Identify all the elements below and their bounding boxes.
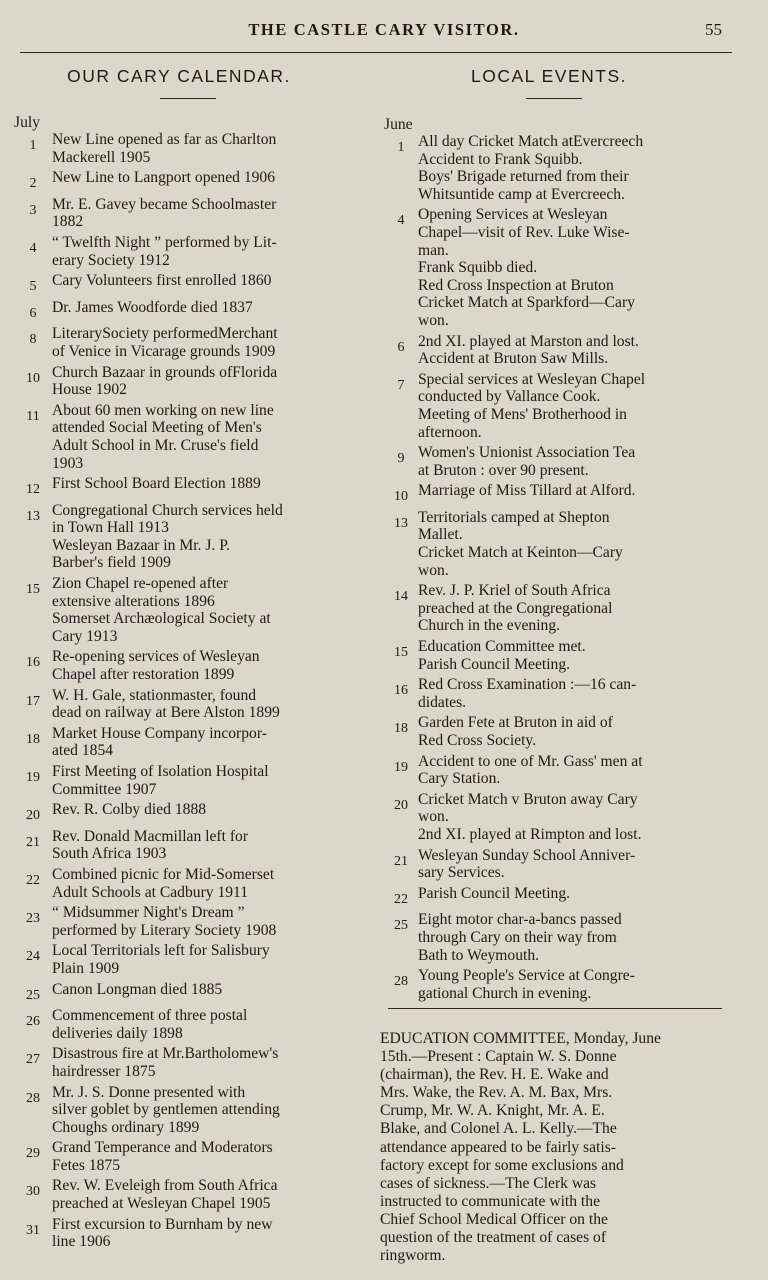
calendar-entry [14,169,356,193]
event-entry-line: Special services at Wesleyan Chapel [418,370,646,388]
calendar-entry-line: extensive alterations 1896 [52,592,215,610]
calendar-entry-line: Barber's field 1909 [52,554,171,572]
calendar-entry-text [52,234,356,269]
calendar-entry-line: Fetes 1875 [52,1156,121,1174]
calendar-entry-line: dead on railway at Bere Alston 1899 [52,704,280,722]
event-entry [384,582,722,635]
calendar-day: 12 [26,482,40,498]
calendar-day: 31 [26,1222,40,1238]
calendar-entry-text [52,475,356,499]
calendar-entry-line: Re-opening services of Wesleyan [52,648,260,666]
calendar-entry [14,904,356,939]
calendar-day: 17 [26,693,40,709]
event-day: 16 [394,683,408,699]
calendar-entry-line: LiterarySociety performedMerchant [52,325,278,343]
event-entry-line: Parish Council Meeting. [418,884,571,902]
event-entry-line: Cricket Match at Sparkford—Cary [418,294,635,312]
event-day: 22 [394,891,408,907]
event-entry-line: through Cary on their way from [418,928,617,946]
calendar-entry-line: Adult School in Mr. Cruse's field [52,436,259,454]
calendar-list [14,131,356,1251]
paragraph-line: (chairman), the Rev. H. E. Wake and [380,1066,609,1084]
calendar-day: 18 [26,731,40,747]
calendar-entry-line: “ Twelfth Night ” performed by Lit- [52,233,277,251]
event-day: 13 [394,515,408,531]
calendar-entry-line: Cary Volunteers first enrolled 1860 [52,272,272,290]
calendar-day: 11 [26,408,40,424]
calendar-title: OUR CARY CALENDAR. [67,66,291,86]
calendar-entry-line: Adult Schools at Cadbury 1911 [52,883,249,901]
calendar-entry-line: Dr. James Woodforde died 1837 [52,298,253,316]
event-day: 25 [394,918,408,934]
event-entry [384,791,722,844]
event-entry-line: 2nd XI. played at Marston and lost. [418,332,639,350]
calendar-day: 20 [26,808,40,824]
section-divider [388,1008,722,1009]
calendar-entry-text [52,364,356,399]
calendar-entry [14,725,356,760]
event-day: 21 [394,853,408,869]
event-day: 15 [394,645,408,661]
event-entry-line: Cary Station. [418,770,501,788]
paragraph-line: Mrs. Wake, the Rev. A. M. Bax, Mrs. [380,1084,613,1102]
calendar-entry-text [52,687,356,722]
calendar-entry-text [52,575,356,645]
calendar-entry-line: 1903 [52,454,84,472]
calendar-day: 10 [26,370,40,386]
calendar-entry-line: First Meeting of Isolation Hospital [52,763,269,780]
paragraph-line: ringworm. [380,1247,446,1265]
calendar-entry-line: Rev. R. Colby died 1888 [52,801,207,819]
event-entry [384,638,722,673]
event-day: 14 [394,589,408,605]
event-entry-line: won. [418,808,449,826]
calendar-entry-line: Market House Company incorpor- [52,724,267,742]
event-entry-line: gational Church in evening. [418,984,592,1002]
calendar-entry-line: Disastrous fire at Mr.Bartholomew's [52,1045,279,1063]
event-entry-line: Accident to Frank Squibb. [418,150,583,168]
event-entry-text [418,444,722,479]
calendar-entry-text [52,299,356,323]
calendar-entry-line: Commencement of three postal [52,1007,248,1025]
paragraph-line: Chief School Medical Officer on the [380,1210,608,1228]
calendar-entry [14,131,356,166]
events-month: June [384,116,413,133]
event-entry-line: Marriage of Miss Tillard at Alford. [418,482,636,500]
calendar-entry-text [52,725,356,760]
calendar-entry-text [52,1045,356,1080]
calendar-entry [14,1177,356,1212]
calendar-entry-line: Mr. J. S. Donne presented with [52,1083,246,1101]
calendar-entry-text [52,904,356,939]
calendar-entry-line: First School Board Election 1889 [52,475,261,493]
event-entry-line: Cricket Match at Keinton—Cary [418,544,623,562]
event-entry-text [418,582,722,635]
event-entry [384,676,722,711]
event-entry-line: won. [418,561,449,579]
event-entry-line: conducted by Vallance Cook. [418,388,601,406]
calendar-entry-text [52,942,356,977]
event-entry-line: Red Cross Examination :—16 can- [418,676,637,694]
calendar-entry [14,325,356,360]
event-entry-line: Cricket Match v Bruton away Cary [418,790,638,808]
calendar-entry-line: W. H. Gale, stationmaster, found [52,686,257,704]
event-entry-text [418,967,722,1002]
event-entry-text [418,791,722,844]
calendar-entry [14,196,356,231]
calendar-day: 5 [29,279,37,295]
events-title-rule [526,98,582,99]
event-entry [384,753,722,788]
calendar-entry-line: performed by Literary Society 1908 [52,921,277,939]
calendar-entry-text [52,981,356,1005]
event-entry [384,133,722,203]
event-entry-line: didates. [418,693,467,711]
calendar-entry-line: First excursion to Burnham by new [52,1215,273,1233]
paragraph-line: instructed to communicate with the [380,1192,600,1210]
calendar-day: 8 [29,332,37,348]
event-day: 9 [397,451,405,467]
event-entry-line: Garden Fete at Bruton in aid of [418,714,613,732]
calendar-entry-text [52,402,356,472]
event-entry-text [418,885,722,909]
calendar-entry-line: Cary 1913 [52,627,118,645]
events-column [384,116,722,1005]
paragraph-line: question of the treatment of cases of [380,1229,607,1247]
calendar-day: 29 [26,1146,40,1162]
event-entry-text [418,133,722,203]
calendar-entry-line: hairdresser 1875 [52,1062,156,1080]
event-entry-text [418,714,722,749]
calendar-entry [14,575,356,645]
event-day: 7 [397,377,405,393]
calendar-entry [14,801,356,825]
calendar-entry [14,763,356,798]
event-entry-text [418,638,722,673]
calendar-entry-line: Grand Temperance and Moderators [52,1139,273,1157]
calendar-month: July [14,114,40,131]
calendar-title-rule [160,98,216,99]
event-entry-line: Frank Squibb died. [418,259,538,277]
event-entry-line: Red Cross Society. [418,732,537,749]
calendar-day: 30 [26,1184,40,1200]
calendar-entry-text [52,648,356,683]
calendar-entry-line: attended Social Meeting of Men's [52,419,262,437]
calendar-entry [14,402,356,472]
event-day: 19 [394,759,408,775]
calendar-day: 15 [26,582,40,598]
event-entry-text [418,482,722,506]
calendar-day: 1 [29,138,37,153]
calendar-entry-line: 1882 [52,213,84,231]
calendar-entry-line: Chapel after restoration 1899 [52,666,235,684]
calendar-entry-line: Rev. W. Eveleigh from South Africa [52,1177,278,1195]
calendar-entry [14,981,356,1005]
event-day: 6 [397,339,405,355]
calendar-entry [14,648,356,683]
event-entry-line: Chapel—visit of Rev. Luke Wise- [418,223,630,241]
page-number: 55 [705,20,722,39]
event-entry [384,714,722,749]
calendar-day: 21 [26,834,40,850]
calendar-entry-line: Wesleyan Bazaar in Mr. J. P. [52,536,231,554]
event-entry [384,371,722,441]
event-entry-line: afternoon. [418,423,482,441]
event-entry-line: at Bruton : over 90 present. [418,461,589,479]
calendar-entry [14,687,356,722]
calendar-entry-line: line 1906 [52,1233,111,1251]
calendar-entry-line: ated 1854 [52,742,114,760]
calendar-entry [14,502,356,572]
calendar-entry [14,272,356,296]
calendar-entry [14,1139,356,1174]
calendar-entry-line: Mackerell 1905 [52,148,151,166]
calendar-entry-text [52,1007,356,1042]
event-day: 20 [394,797,408,813]
calendar-entry-line: About 60 men working on new line [52,401,274,419]
calendar-entry-line: deliveries daily 1898 [52,1024,183,1042]
event-entry-line: man. [418,241,449,259]
calendar-entry-line: silver goblet by gentlemen attending [52,1101,280,1119]
event-entry-text [418,753,722,788]
calendar-entry-line: preached at Wesleyan Chapel 1905 [52,1195,271,1213]
event-entry-line: Church in the evening. [418,617,561,635]
calendar-entry-line: Congregational Church services held [52,501,283,519]
event-entry-text [418,676,722,711]
calendar-entry-text [52,131,356,166]
paragraph-line: factory except for some exclusions and [380,1156,624,1174]
event-day: 28 [394,974,408,990]
event-day: 18 [394,721,408,737]
paragraph-line: Crump, Mr. W. A. Knight, Mr. A. E. [380,1102,605,1120]
calendar-entry-line: Plain 1909 [52,959,120,977]
calendar-day: 27 [26,1052,40,1068]
event-entry-text [418,206,722,329]
event-entry-line: Opening Services at Wesleyan [418,206,608,224]
calendar-entry-text [52,1084,356,1137]
calendar-day: 13 [26,508,40,524]
event-entry-line: Territorials camped at Shepton [418,508,610,526]
calendar-entry [14,475,356,499]
calendar-day: 22 [26,872,40,888]
calendar-entry-line: Canon Longman died 1885 [52,980,223,998]
calendar-entry-text [52,763,356,798]
calendar-day: 4 [29,240,37,256]
calendar-day: 3 [29,202,37,218]
calendar-day: 2 [29,176,37,192]
paragraph-line: Blake, and Colonel A. L. Kelly.—The [380,1120,617,1138]
event-entry-line: Rev. J. P. Kriel of South Africa [418,582,611,600]
event-entry [384,444,722,479]
event-entry-line: Meeting of Mens' Brotherhood in [418,405,627,423]
calendar-entry-line: New Line to Langport opened 1906 [52,169,276,187]
calendar-entry-text [52,272,356,296]
event-entry-line: Eight motor char-a-bancs passed [418,911,622,929]
event-entry-line: Red Cross Inspection at Bruton [418,276,614,294]
calendar-entry-text [52,169,356,193]
calendar-day: 6 [29,305,37,321]
paragraph-line: 15th.—Present : Captain W. S. Donne [380,1048,617,1066]
event-entry [384,967,722,1002]
calendar-entry [14,866,356,901]
event-entry [384,509,722,579]
calendar-entry-line: Somerset Archæological Society at [52,610,271,628]
event-entry-line: Women's Unionist Association Tea [418,444,636,462]
calendar-entry-line: “ Midsummer Night's Dream ” [52,904,245,922]
event-entry-line: Boys' Brigade returned from their [418,168,629,186]
header-rule [20,52,732,53]
paragraph-line: attendance appeared to be fairly satis- [380,1138,616,1156]
calendar-entry-line: erary Society 1912 [52,251,170,269]
event-entry-line: won. [418,311,449,329]
calendar-entry [14,1045,356,1080]
calendar-entry-line: of Venice in Vicarage grounds 1909 [52,342,276,360]
calendar-entry-line: Church Bazaar in grounds ofFlorida [52,363,278,381]
event-entry-line: Mallet. [418,526,463,544]
calendar-entry-text [52,828,356,863]
event-entry-line: Wesleyan Sunday School Anniver- [418,846,636,864]
event-entry-line: Accident to one of Mr. Gass' men at [418,752,643,770]
paragraph-line: EDUCATION COMMITTEE, Monday, June [380,1030,661,1047]
running-head: THE CASTLE CARY VISITOR. [248,20,520,39]
event-entry-line: Whitsuntide camp at Evercreech. [418,185,625,203]
calendar-entry-text [52,1139,356,1174]
calendar-day: 23 [26,911,40,927]
calendar-day: 19 [26,770,40,785]
calendar-entry-text [52,325,356,360]
calendar-entry [14,828,356,863]
calendar-entry [14,299,356,323]
calendar-entry-text [52,866,356,901]
event-entry-line: Accident at Bruton Saw Mills. [418,350,609,368]
event-entry [384,333,722,368]
event-entry-line: All day Cricket Match atEvercreech [418,133,644,150]
calendar-entry-line: South Africa 1903 [52,845,167,863]
calendar-entry-line: House 1902 [52,381,127,399]
paragraph-line: cases of sickness.—The Clerk was [380,1174,597,1192]
calendar-entry-text [52,196,356,231]
event-entry [384,847,722,882]
event-entry-line: Bath to Weymouth. [418,946,540,964]
calendar-column [14,114,356,1254]
event-entry-line: Parish Council Meeting. [418,655,571,673]
event-entry-line: Education Committee met. [418,638,586,656]
calendar-day: 16 [26,655,40,671]
event-entry-text [418,333,722,368]
education-committee-paragraph [380,1030,718,1265]
event-entry-text [418,509,722,579]
calendar-entry-text [52,801,356,825]
event-entry-line: Young People's Service at Congre- [418,967,635,985]
calendar-entry-line: in Town Hall 1913 [52,519,169,537]
calendar-entry-line: New Line opened as far as Charlton [52,131,277,148]
calendar-entry-text [52,1177,356,1212]
events-list [384,133,722,1002]
calendar-entry [14,1216,356,1251]
event-entry-text [418,911,722,964]
event-entry [384,885,722,909]
calendar-day: 28 [26,1090,40,1106]
calendar-day: 24 [26,949,40,965]
events-title: LOCAL EVENTS. [471,66,627,86]
calendar-entry [14,234,356,269]
event-entry-text [418,847,722,882]
calendar-entry-line: Committee 1907 [52,780,157,798]
event-entry-line: sary Services. [418,864,505,882]
calendar-entry-line: Zion Chapel re-opened after [52,575,229,593]
calendar-entry-line: Choughs ordinary 1899 [52,1118,200,1136]
calendar-entry-line: Local Territorials left for Salisbury [52,942,270,960]
calendar-entry-line: Mr. E. Gavey became Schoolmaster [52,195,277,213]
event-entry-line: 2nd XI. played at Rimpton and lost. [418,825,642,843]
event-entry [384,482,722,506]
calendar-entry [14,1007,356,1042]
calendar-day: 25 [26,987,40,1003]
calendar-entry-text [52,1216,356,1251]
event-day: 4 [397,213,405,229]
event-entry [384,206,722,329]
event-day: 1 [397,140,405,155]
calendar-entry [14,364,356,399]
event-entry [384,911,722,964]
calendar-entry-line: Rev. Donald Macmillan left for [52,827,249,845]
calendar-entry-text [52,502,356,572]
calendar-entry [14,1084,356,1137]
event-entry-line: preached at the Congregational [418,599,613,617]
event-entry-text [418,371,722,441]
calendar-day: 26 [26,1014,40,1030]
event-day: 10 [394,489,408,505]
calendar-entry [14,942,356,977]
calendar-entry-line: Combined picnic for Mid-Somerset [52,865,275,883]
